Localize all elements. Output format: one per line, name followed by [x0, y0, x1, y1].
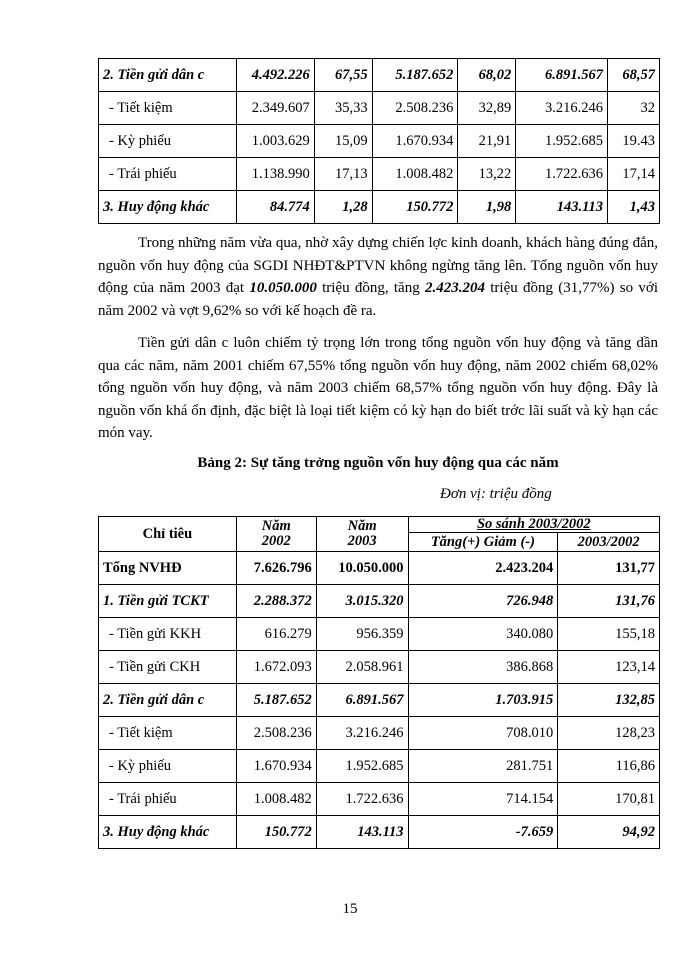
- cell-value: 7.626.796: [236, 552, 316, 585]
- cell-value: 6.891.567: [516, 59, 608, 92]
- row-label: 1. Tiền gửi TCKT: [99, 585, 237, 618]
- cell-value: 143.113: [516, 191, 608, 224]
- table-row: [99, 125, 660, 158]
- cell-value: 123,14: [558, 651, 660, 684]
- table-row: [99, 783, 660, 816]
- table-row: [99, 750, 660, 783]
- row-label: 2. Tiền gửi dân c: [99, 59, 237, 92]
- row-label: - Trái phiếu: [99, 783, 237, 816]
- cell-value: 1.672.093: [236, 651, 316, 684]
- cell-value: 17,14: [608, 158, 660, 191]
- cell-value: 131,76: [558, 585, 660, 618]
- row-label: - Tiết kiệm: [99, 717, 237, 750]
- cell-value: 94,92: [558, 816, 660, 849]
- table-row: [99, 59, 660, 92]
- cell-value: 1.952.685: [316, 750, 408, 783]
- cell-value: 1.703.915: [408, 684, 558, 717]
- cell-value: 714.154: [408, 783, 558, 816]
- table-continuation: [98, 58, 660, 224]
- table-row: [99, 552, 660, 585]
- cell-value: 3.015.320: [316, 585, 408, 618]
- page-number: 15: [342, 901, 358, 917]
- cell-value: 67,55: [314, 59, 372, 92]
- cell-value: 5.187.652: [236, 684, 316, 717]
- cell-value: 1,28: [314, 191, 372, 224]
- cell-value: 128,23: [558, 717, 660, 750]
- cell-value: 1,43: [608, 191, 660, 224]
- cell-value: 2.288.372: [236, 585, 316, 618]
- cell-value: 340.080: [408, 618, 558, 651]
- row-label: 3. Huy động khác: [99, 191, 237, 224]
- cell-value: 1.138.990: [236, 158, 314, 191]
- cell-value: 4.492.226: [236, 59, 314, 92]
- cell-value: 708.010: [408, 717, 558, 750]
- cell-value: 155,18: [558, 618, 660, 651]
- row-label: - Trái phiếu: [99, 158, 237, 191]
- cell-value: 10.050.000: [316, 552, 408, 585]
- cell-value: 1.952.685: [516, 125, 608, 158]
- table-row: [99, 651, 660, 684]
- row-label: - Tiền gửi CKH: [99, 651, 237, 684]
- cell-value: 1.008.482: [372, 158, 458, 191]
- header-tang-giam: Tăng(+) Giảm (-): [408, 533, 558, 552]
- table-caption: Bảng 2: Sự tăng trởng nguồn vốn huy động qua các năm: [197, 455, 559, 471]
- cell-value: 170,81: [558, 783, 660, 816]
- table-row: [99, 717, 660, 750]
- cell-value: 2.423.204: [408, 552, 558, 585]
- cell-value: 1,98: [458, 191, 516, 224]
- cell-value: 1.722.636: [516, 158, 608, 191]
- table-row: [99, 191, 660, 224]
- cell-value: 17,13: [314, 158, 372, 191]
- cell-value: 32: [608, 92, 660, 125]
- header-ratio: 2003/2002: [558, 533, 660, 552]
- cell-value: 2.508.236: [372, 92, 458, 125]
- cell-value: 616.279: [236, 618, 316, 651]
- cell-value: 68,02: [458, 59, 516, 92]
- header-so-sanh: So sánh 2003/2002: [408, 517, 659, 533]
- cell-value: 281.751: [408, 750, 558, 783]
- paragraph-2: Tiền gửi dân c luôn chiếm tỷ trọng lớn trong tổng nguồn vốn huy động và tăng dần qua các năm, năm 2001 chiếm 67,55% tổng nguồn vốn huy động, năm 2002 chiếm 68,02% tổng nguồn vốn huy động, và năm 2003 chiếm 68,57% tổng nguồn vốn huy động. Đây là nguồn vốn khá ổn định, đặc biệt là loại tiết kiệm có kỳ hạn do biết trớc lãi suất và kỳ hạn các món vay.: [98, 335, 658, 441]
- cell-value: 386.868: [408, 651, 558, 684]
- cell-value: 2.508.236: [236, 717, 316, 750]
- header-nam-2003: Năm 2003: [316, 517, 408, 552]
- table-row: [99, 158, 660, 191]
- cell-value: 132,85: [558, 684, 660, 717]
- row-label: - Kỳ phiếu: [99, 750, 237, 783]
- cell-value: 1.008.482: [236, 783, 316, 816]
- cell-value: 15,09: [314, 125, 372, 158]
- row-label: 3. Huy động khác: [99, 816, 237, 849]
- header-nam-2002: Năm 2002: [236, 517, 316, 552]
- cell-value: 150.772: [372, 191, 458, 224]
- cell-value: 5.187.652: [372, 59, 458, 92]
- row-label: - Tiết kiệm: [99, 92, 237, 125]
- cell-value: 1.670.934: [236, 750, 316, 783]
- row-label: Tổng NVHĐ: [99, 552, 237, 585]
- unit-label: Đơn vị: triệu đồng: [440, 486, 552, 502]
- paragraph-1: Trong những năm vừa qua, nhờ xây dựng chiến lợc kinh doanh, khách hàng đúng đắn, nguồn vốn huy động của SGDI NHĐT&PTVN không ngừng tăng lên. Tổng nguồn vốn huy động của năm 2003 đạt 10.050.000 triệu đồng, tăng 2.423.204 triệu đồng (31,77%) so với năm 2002 và vợt 9,62% so với kế hoạch đề ra.: [98, 235, 658, 319]
- cell-value: 131,77: [558, 552, 660, 585]
- cell-value: 32,89: [458, 92, 516, 125]
- table-row: [99, 92, 660, 125]
- cell-value: 2.058.961: [316, 651, 408, 684]
- cell-value: 6.891.567: [316, 684, 408, 717]
- cell-value: 726.948: [408, 585, 558, 618]
- cell-value: 1.670.934: [372, 125, 458, 158]
- cell-value: 21,91: [458, 125, 516, 158]
- table-row: [99, 684, 660, 717]
- cell-value: 35,33: [314, 92, 372, 125]
- cell-value: 2.349.607: [236, 92, 314, 125]
- cell-value: 3.216.246: [516, 92, 608, 125]
- table-growth: [98, 516, 660, 849]
- cell-value: -7.659: [408, 816, 558, 849]
- cell-value: 13,22: [458, 158, 516, 191]
- cell-value: 1.722.636: [316, 783, 408, 816]
- cell-value: 84.774: [236, 191, 314, 224]
- header-chitieu: Chỉ tiêu: [99, 517, 237, 552]
- cell-value: 956.359: [316, 618, 408, 651]
- cell-value: 143.113: [316, 816, 408, 849]
- table-row: [99, 816, 660, 849]
- cell-value: 116,86: [558, 750, 660, 783]
- row-label: 2. Tiền gửi dân c: [99, 684, 237, 717]
- row-label: - Kỳ phiếu: [99, 125, 237, 158]
- table-row: [99, 618, 660, 651]
- table-row: [99, 585, 660, 618]
- cell-value: 150.772: [236, 816, 316, 849]
- row-label: - Tiền gửi KKH: [99, 618, 237, 651]
- cell-value: 68,57: [608, 59, 660, 92]
- cell-value: 1.003.629: [236, 125, 314, 158]
- cell-value: 3.216.246: [316, 717, 408, 750]
- cell-value: 19.43: [608, 125, 660, 158]
